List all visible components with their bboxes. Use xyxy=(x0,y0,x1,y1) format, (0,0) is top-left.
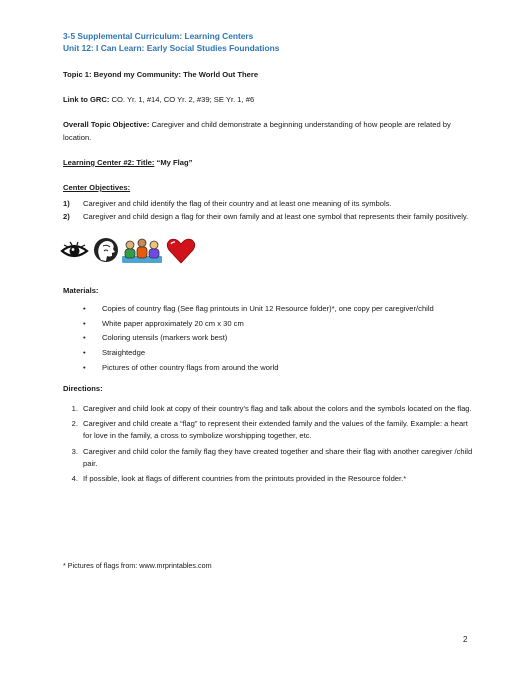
list-item xyxy=(63,446,473,470)
item-text: Straightedge xyxy=(102,347,146,357)
item-text: Caregiver and child create a “flag” to represent their extended family and the values of the family. Example: a heart for love in the family, a cross to symbolize worshipping together, etc. xyxy=(83,419,468,441)
item-text: Pictures of other country flags from around the world xyxy=(102,362,279,372)
item-text: White paper approximately 20 cm x 30 cm xyxy=(102,318,244,328)
bullet: • xyxy=(83,333,86,343)
item-text: Caregiver and child color the family flag they have created together and share their flag with another caregiver /child pair. xyxy=(83,446,473,468)
bullet: • xyxy=(83,303,86,313)
center-label: Learning Center #2: Title: xyxy=(63,157,155,167)
grc-label: Link to GRC: xyxy=(63,95,110,105)
list-item xyxy=(63,347,473,359)
center-objectives-list xyxy=(63,198,473,223)
center-objectives-heading: Center Objectives: xyxy=(63,183,131,193)
list-item xyxy=(63,332,473,344)
list-item xyxy=(63,198,473,210)
unit-title: Unit 12: I Can Learn: Early Social Studies Foundations xyxy=(63,43,280,53)
item-number: 4. xyxy=(71,474,78,484)
center-name: “My Flag” xyxy=(154,157,193,167)
topic-objective xyxy=(63,119,473,143)
curriculum-title: 3-5 Supplemental Curriculum: Learning Centers xyxy=(63,31,254,41)
objective-label: Overall Topic Objective: xyxy=(63,120,150,130)
list-item xyxy=(63,473,473,485)
list-item xyxy=(63,403,473,415)
item-text: If possible, look at flags of different countries from the printouts provided in the Resource folder.* xyxy=(83,474,407,484)
group-of-people-icon xyxy=(122,239,162,263)
item-text: Coloring utensils (markers work best) xyxy=(102,333,228,343)
list-item xyxy=(63,211,473,223)
grc-link xyxy=(63,94,473,106)
item-text: Caregiver and child design a flag for their own family and at least one symbol that represents their family positively. xyxy=(83,212,469,222)
list-item xyxy=(63,318,473,330)
item-number: 2. xyxy=(71,419,78,429)
bullet: • xyxy=(83,362,86,372)
heart-icon xyxy=(167,239,195,263)
page-number: 2 xyxy=(463,635,468,644)
item-number: 1. xyxy=(71,404,78,414)
domain-icons xyxy=(63,236,473,264)
bullet: • xyxy=(83,347,86,357)
footnote: * Pictures of flags from: www.mrprintables.com xyxy=(63,561,212,570)
list-item xyxy=(63,303,473,315)
list-item xyxy=(63,362,473,374)
grc-value: CO. Yr. 1, #14, CO Yr. 2, #39; SE Yr. 1, #6 xyxy=(109,95,255,105)
head-profile-icon xyxy=(94,238,118,262)
directions-heading: Directions: xyxy=(63,383,103,393)
materials-list xyxy=(63,303,473,374)
item-text: Copies of country flag (See flag printouts in Unit 12 Resource folder)*, one copy per caregiver/child xyxy=(102,303,434,313)
item-text: Caregiver and child identify the flag of their country and at least one meaning of its symbols. xyxy=(83,199,392,209)
document-page xyxy=(63,30,473,488)
topic-heading: Topic 1: Beyond my Community: The World Out There xyxy=(63,70,259,79)
item-number: 1) xyxy=(63,199,70,209)
item-text: Caregiver and child look at copy of their country’s flag and talk about the colors and the symbols located on the flag. xyxy=(83,404,472,414)
bullet: • xyxy=(83,318,86,328)
item-number: 3. xyxy=(71,446,78,456)
list-item xyxy=(63,418,473,442)
eye-icon xyxy=(62,242,87,256)
learning-center-title xyxy=(63,157,473,169)
domain-icons-graphic xyxy=(60,236,200,266)
objective-text: Caregiver and child demonstrate a beginning understanding of how people are related by location. xyxy=(63,120,451,142)
directions-list xyxy=(63,403,473,485)
materials-heading: Materials: xyxy=(63,285,99,295)
item-number: 2) xyxy=(63,212,70,222)
